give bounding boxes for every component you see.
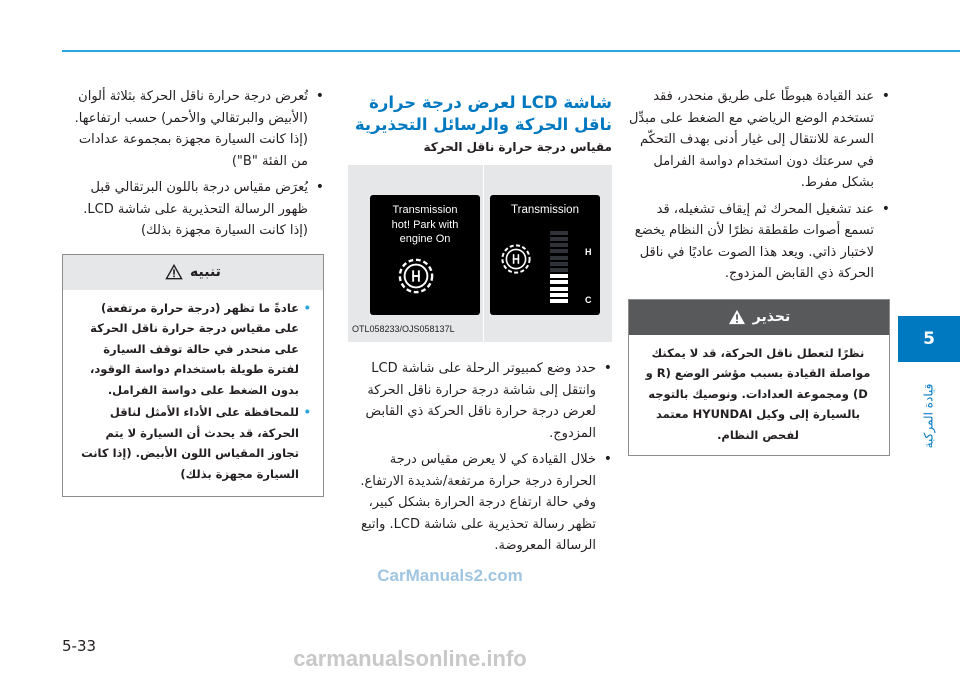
gauge-segment bbox=[550, 274, 568, 278]
list-item: • يُعرَض مقياس درجة باللون البرتقالي قبل ظهور الرسالة التحذيرية على شاشة LCD. (إذا كانت السيارة مجهزة بذلك) bbox=[62, 177, 324, 242]
left-bullet-list bbox=[62, 86, 324, 242]
section-subtitle: مقياس درجة حرارة ناقل الحركة bbox=[423, 140, 612, 154]
caution-header bbox=[63, 255, 323, 290]
gauge-segment bbox=[550, 249, 568, 253]
list-item: • حدد وضع كمبيوتر الرحلة على شاشة LCD وانتقل إلى شاشة درجة حرارة ناقل الحركة لعرض درجة حرارة ناقل الحركة ذي القابض المزدوج. bbox=[348, 358, 612, 444]
caution-title: تنبيه bbox=[190, 264, 221, 280]
gauge-segment bbox=[550, 231, 568, 235]
display-line: Transmission bbox=[392, 204, 458, 216]
warning-message-display bbox=[370, 195, 480, 315]
gauge-segment bbox=[550, 262, 568, 266]
footer-watermark: carmanualsonline.info bbox=[293, 646, 527, 671]
list-item: • تُعرض درجة حرارة ناقل الحركة بثلاثة ألوان (الأبيض والبرتقالي والأحمر) حسب ارتفاعها. (إذا كانت السيارة مجهزة بمجموعة عدادات من الفئة "B") bbox=[62, 86, 324, 172]
list-item: • للمحافظة على الأداء الأمثل لناقل الحركة، قد يحدث أن السيارة لا يتم تجاوز المقياس اللون الأبيض. (إذا كانت السيارة مجهزة بذلك) bbox=[73, 402, 311, 484]
cluster-figure bbox=[348, 165, 612, 342]
left-column bbox=[62, 86, 324, 497]
chapter-label: قيادة المركبة bbox=[921, 383, 935, 449]
warning-text: نظرًا لتعطل ناقل الحركة، قد لا يمكنك مواصلة القيادة بسبب مؤشر الوضع (R و D) ومجموعة العدادات. ونوصيك بالتوجه بالسيارة إلى وكيل HYUNDAI معتمد لفحص النظام. bbox=[645, 345, 871, 442]
gauge-segment bbox=[550, 299, 568, 303]
middle-bullet-list bbox=[348, 358, 612, 557]
warning-header bbox=[629, 300, 889, 335]
gauge-segment bbox=[550, 268, 568, 272]
warning-triangle-icon bbox=[165, 264, 183, 280]
section-title: شاشة LCD لعرض درجة حرارة ناقل الحركة والرسائل التحذيرية bbox=[354, 93, 612, 134]
gauge-segment bbox=[550, 280, 568, 284]
gauge-segment bbox=[550, 237, 568, 241]
chapter-number: 5 bbox=[923, 329, 935, 349]
right-warning-box bbox=[628, 299, 890, 457]
left-warning-box bbox=[62, 254, 324, 498]
figure-caption: OTL058233/OJS058137L bbox=[352, 324, 455, 334]
temperature-gauge bbox=[550, 227, 578, 305]
gauge-segment bbox=[550, 256, 568, 260]
warning-title: تحذير bbox=[752, 309, 791, 325]
page-number: 5-33 bbox=[62, 637, 97, 655]
list-item: • خلال القيادة كي لا يعرض مقياس درجة الحرارة درجة حرارة مرتفعة/شديدة الارتفاع. وفي حالة ارتفاع درجة الحرارة بشكل كبير، تظهر رسالة تحذيرية على شاشة LCD. واتبع الرسالة المعروضة. bbox=[348, 449, 612, 557]
display-line: hot! Park with bbox=[391, 218, 459, 231]
watermark: CarManuals2.com bbox=[377, 566, 523, 585]
display-line: engine On bbox=[399, 233, 451, 245]
gauge-segment bbox=[550, 293, 568, 297]
chapter-label-wrap bbox=[913, 372, 943, 460]
top-accent-rule bbox=[62, 50, 960, 52]
gauge-high-label: H bbox=[585, 247, 592, 257]
list-item: • عند القيادة هبوطًا على طريق منحدر، فقد تستخدم الوضع الرياضي مع الضغط على مبدِّل السرعة للانتقال إلى غيار أدنى بهدف التحكّم في سرعتك دون استخدام دواسة الفرامل بشكل مفرط. bbox=[628, 86, 890, 194]
transmission-gear-icon bbox=[500, 243, 532, 275]
middle-column bbox=[348, 86, 612, 562]
transmission-gear-icon bbox=[397, 257, 435, 295]
display-title: Transmission bbox=[511, 204, 579, 216]
temperature-gauge-display bbox=[490, 195, 600, 315]
caution-list bbox=[73, 298, 311, 485]
warning-triangle-icon bbox=[728, 309, 746, 325]
gauge-segment bbox=[550, 243, 568, 247]
list-item: • عند تشغيل المحرك ثم إيقاف تشغيله، قد تسمع أصوات طقطقة نظرًا لأن النظام يخضع لاختبار ذاتي. ويعد هذا الصوت عاديًا في ناقل الحركة ذي القابض المزدوج. bbox=[628, 199, 890, 285]
list-item: • عادةً ما تظهر (درجة حرارة مرتفعة) على مقياس درجة حرارة ناقل الحركة على منحدر في حالة توقف السيارة لفترة طويلة باستخدام دواسة الوقود، بدون الضغط على دواسة الفرامل. bbox=[73, 298, 311, 401]
right-bullet-list bbox=[628, 86, 890, 285]
right-column bbox=[628, 86, 890, 456]
gauge-segment bbox=[550, 287, 568, 291]
chapter-tab[interactable] bbox=[898, 316, 960, 362]
figure-divider bbox=[483, 165, 484, 342]
gauge-low-label: C bbox=[585, 295, 592, 305]
